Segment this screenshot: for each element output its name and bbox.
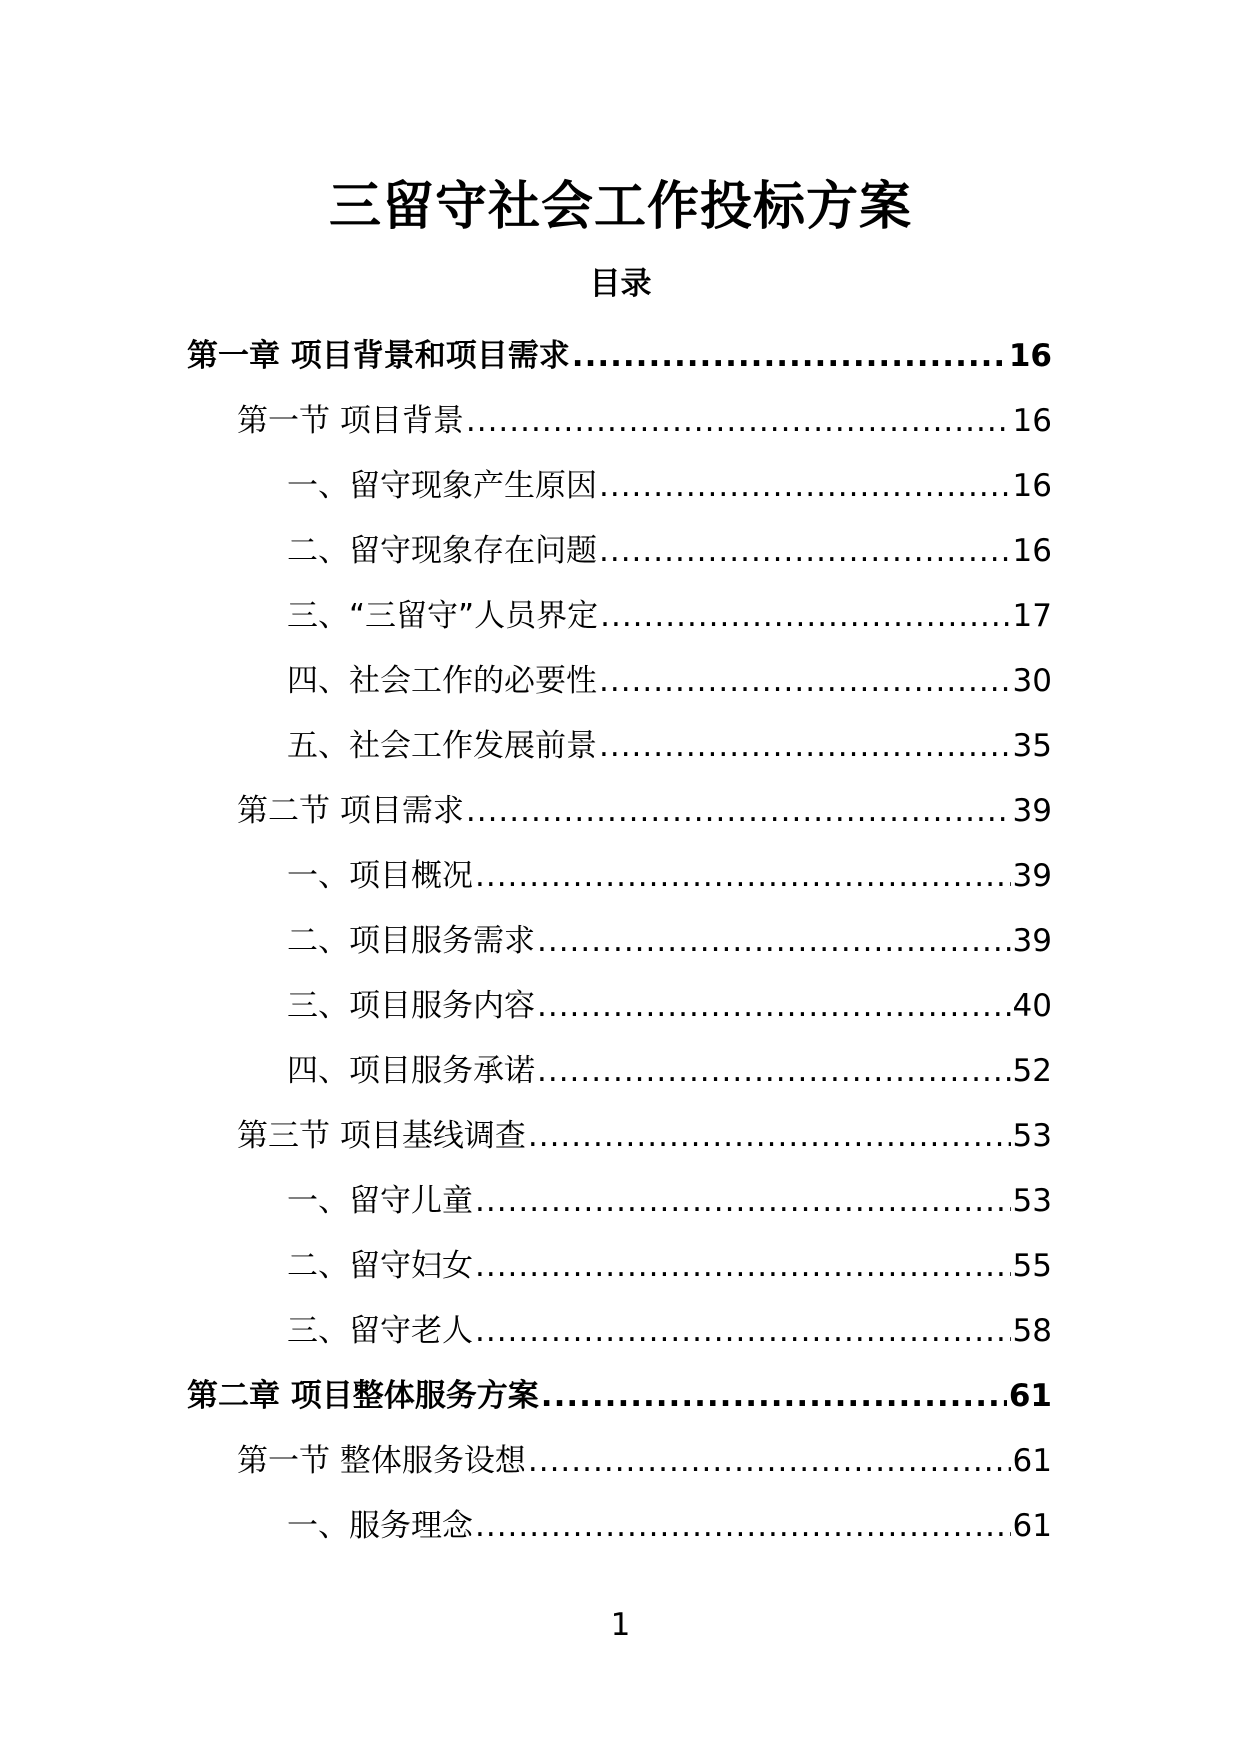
toc-entry-page: 53: [1012, 1182, 1052, 1219]
toc-entry-label: 二、留守妇女: [287, 1247, 473, 1284]
toc-entry-page: 61: [1012, 1442, 1052, 1479]
toc-entry-label: 一、留守现象产生原因: [287, 467, 597, 504]
toc-dot-leader: [475, 1181, 1011, 1221]
toc-entry[interactable]: [287, 583, 1052, 648]
toc-dot-leader: [475, 1311, 1011, 1351]
table-of-contents: [0, 323, 1241, 1558]
toc-entry-label: 四、项目服务承诺: [287, 1052, 535, 1089]
toc-dot-leader: [528, 1441, 1011, 1481]
toc-dot-leader: [528, 1116, 1011, 1156]
toc-dot-leader: [475, 856, 1011, 896]
toc-entry-label: 一、留守儿童: [287, 1182, 473, 1219]
toc-dot-leader: [466, 401, 1011, 441]
toc-entry-page: 16: [1008, 337, 1052, 374]
toc-entry-page: 52: [1012, 1052, 1052, 1089]
toc-dot-leader: [537, 1051, 1011, 1091]
toc-entry[interactable]: [287, 1493, 1052, 1558]
toc-entry-page: 58: [1012, 1312, 1052, 1349]
toc-entry-page: 40: [1012, 987, 1052, 1024]
toc-entry[interactable]: [287, 1038, 1052, 1103]
toc-entry-page: 39: [1012, 792, 1052, 829]
toc-entry-label: 三、“三留守”人员界定: [287, 597, 599, 634]
toc-entry-label: 第一节 项目背景: [237, 402, 464, 439]
toc-entry[interactable]: [287, 453, 1052, 518]
toc-entry[interactable]: [237, 778, 1052, 843]
toc-entry-label: 第二章 项目整体服务方案: [187, 1377, 539, 1414]
toc-entry-label: 二、项目服务需求: [287, 922, 535, 959]
toc-entry[interactable]: [187, 1363, 1052, 1428]
toc-entry-page: 53: [1012, 1117, 1052, 1154]
toc-entry-page: 39: [1012, 857, 1052, 894]
toc-entry[interactable]: [287, 518, 1052, 583]
toc-entry[interactable]: [187, 323, 1052, 388]
toc-dot-leader: [599, 466, 1011, 506]
toc-dot-leader: [537, 986, 1011, 1026]
toc-dot-leader: [475, 1246, 1011, 1286]
document-title: 三留守社会工作投标方案: [328, 177, 912, 237]
toc-entry-label: 一、服务理念: [287, 1507, 473, 1544]
toc-heading: 目录: [589, 266, 652, 302]
toc-dot-leader: [537, 921, 1011, 961]
toc-entry[interactable]: [237, 1103, 1052, 1168]
toc-dot-leader: [466, 791, 1011, 831]
toc-entry-page: 61: [1012, 1507, 1052, 1544]
toc-entry[interactable]: [287, 1298, 1052, 1363]
toc-entry-page: 16: [1012, 467, 1052, 504]
toc-dot-leader: [599, 661, 1011, 701]
toc-entry[interactable]: [237, 388, 1052, 453]
toc-entry-page: 35: [1012, 727, 1052, 764]
toc-entry-label: 二、留守现象存在问题: [287, 532, 597, 569]
toc-dot-leader: [475, 1506, 1011, 1546]
toc-entry[interactable]: [287, 973, 1052, 1038]
toc-entry-label: 五、社会工作发展前景: [287, 727, 597, 764]
toc-entry[interactable]: [287, 843, 1052, 908]
toc-entry[interactable]: [287, 713, 1052, 778]
toc-entry[interactable]: [287, 648, 1052, 713]
toc-entry[interactable]: [287, 1233, 1052, 1298]
toc-entry-page: 30: [1012, 662, 1052, 699]
toc-entry[interactable]: [287, 1168, 1052, 1233]
toc-dot-leader: [572, 336, 1007, 376]
toc-entry-page: 39: [1012, 922, 1052, 959]
toc-entry-label: 四、社会工作的必要性: [287, 662, 597, 699]
toc-entry-label: 三、项目服务内容: [287, 987, 535, 1024]
toc-entry-label: 第一章 项目背景和项目需求: [187, 337, 570, 374]
page-number: 1: [610, 1607, 631, 1643]
toc-entry-page: 16: [1012, 402, 1052, 439]
toc-entry-label: 第一节 整体服务设想: [237, 1442, 526, 1479]
toc-dot-leader: [541, 1376, 1007, 1416]
toc-entry[interactable]: [237, 1428, 1052, 1493]
toc-dot-leader: [599, 531, 1011, 571]
toc-dot-leader: [600, 596, 1010, 636]
toc-entry-label: 第二节 项目需求: [237, 792, 464, 829]
toc-entry[interactable]: [287, 908, 1052, 973]
toc-entry-label: 第三节 项目基线调查: [237, 1117, 526, 1154]
toc-dot-leader: [599, 726, 1011, 766]
toc-entry-page: 17: [1012, 597, 1052, 634]
toc-entry-page: 16: [1012, 532, 1052, 569]
toc-entry-label: 一、项目概况: [287, 857, 473, 894]
toc-entry-page: 61: [1008, 1377, 1052, 1414]
toc-entry-page: 55: [1012, 1247, 1052, 1284]
toc-entry-label: 三、留守老人: [287, 1312, 473, 1349]
